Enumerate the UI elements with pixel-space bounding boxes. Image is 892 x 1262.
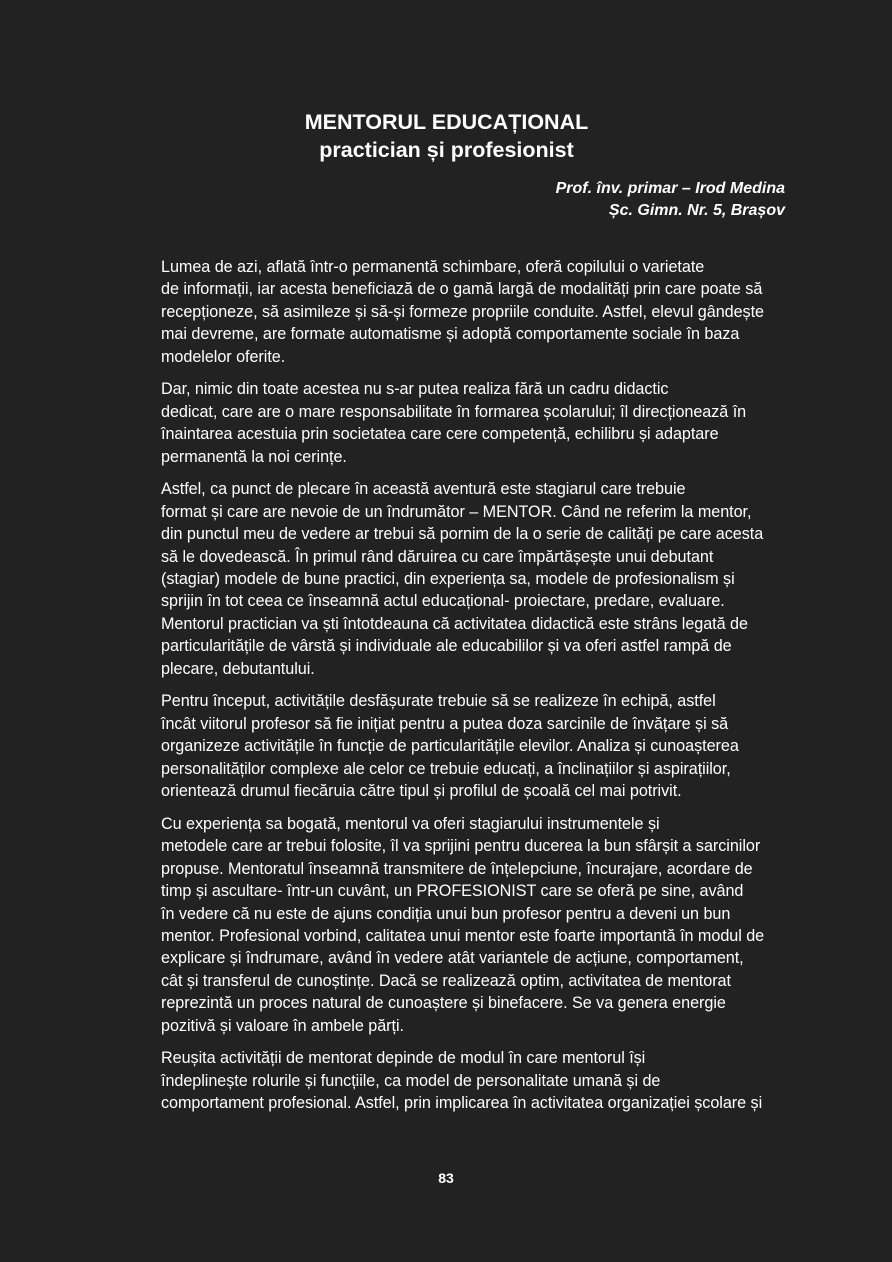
- paragraph-line: orientează drumul fiecăruia către tipul și profilul de școală cel mai potrivit.: [161, 782, 682, 801]
- paragraph-line: permanentă la noi cerințe.: [161, 447, 347, 466]
- paragraph-line: dedicat, care are o mare responsabilitate în formarea școlarului; îl direcționează în: [161, 402, 747, 421]
- paragraph-line: mai devreme, are formate automatisme și adoptă comportamente sociale în baza: [161, 325, 740, 344]
- paragraph-line: particularitățile de vârstă și individuale ale educabililor și va oferi astfel rampă de: [161, 637, 732, 656]
- paragraph-line: din punctul meu de vedere ar trebui să pornim de la o serie de calități pe care acesta: [161, 525, 764, 544]
- paragraph-line: comportament profesional. Astfel, prin implicarea în activitatea organizației școlare și: [161, 1094, 763, 1113]
- paragraph-line: timp și ascultare- într-un cuvânt, un PROFESIONIST care se oferă pe sine, având: [161, 882, 744, 901]
- document-page: [108, 108, 785, 1125]
- paragraph-line: propuse. Mentoratul înseamnă transmitere de înțelepciune, încurajare, acordare de: [161, 859, 753, 878]
- paragraph-line: format și care are nevoie de un îndrumător – MENTOR. Când ne referim la mentor,: [161, 502, 752, 521]
- paragraph-line: de informații, iar acesta beneficiază de o gamă largă de modalități prin care poate să: [161, 280, 763, 299]
- paragraph-line: personalităților complexe ale celor ce trebuie educați, a înclinațiilor și aspirațiilor,: [161, 759, 731, 778]
- title-line-subtitle: practician și profesionist: [319, 138, 574, 162]
- paragraph-line: recepționeze, să asimileze și să-și formeze propriile conduite. Astfel, elevul gândește: [161, 302, 764, 321]
- paragraph-line: cât și transferul de cunoștințe. Dacă se realizează optim, activitatea de mentorat: [161, 971, 731, 990]
- body-paragraph: [108, 256, 785, 368]
- paragraph-line: îndeplinește rolurile și funcțiile, ca model de personalitate umană și de: [161, 1071, 661, 1090]
- paragraph-line: (stagiar) modele de bune practici, din experiența sa, modele de profesionalism și: [161, 570, 735, 589]
- paragraph-line: înaintarea acestuia prin societatea care cere competență, echilibru și adaptare: [161, 425, 719, 444]
- paragraph-line: să le dovedească. În primul rând dăruirea cu care împărtășește unui debutant: [161, 547, 714, 566]
- paragraph-line: Cu experiența sa bogată, mentorul va oferi stagiarului instrumentele și: [161, 814, 660, 833]
- paragraph-line: Lumea de azi, aflată într-o permanentă schimbare, oferă copilului o varietate: [161, 258, 705, 276]
- body-paragraph: [108, 690, 785, 802]
- body-paragraph: [108, 478, 785, 680]
- title-line-main: MENTORUL EDUCAȚIONAL: [304, 110, 589, 134]
- body-paragraph: [108, 378, 785, 468]
- author-name: Prof. înv. primar – Irod Medina: [555, 180, 785, 197]
- paragraph-line: în vedere că nu este de ajuns condiția unui bun profesor pentru a deveni un bun: [161, 904, 731, 923]
- paragraph-line: Astfel, ca punct de plecare în această aventură este stagiarul care trebuie: [161, 480, 686, 499]
- paragraph-line: sprijin în tot ceea ce înseamnă actul educațional- proiectare, predare, evaluare.: [161, 592, 725, 611]
- article-title: [108, 108, 785, 164]
- body-paragraph: [108, 1047, 785, 1114]
- paragraph-line: reprezintă un proces natural de cunoaștere și binefacere. Se va genera energie: [161, 994, 726, 1013]
- paragraph-line: Pentru început, activitățile desfășurate trebuie să se realizeze în echipă, astfel: [161, 692, 716, 711]
- paragraph-line: Dar, nimic din toate acestea nu s-ar putea realiza fără un cadru didactic: [161, 380, 669, 399]
- paragraph-line: mentor. Profesional vorbind, calitatea unui mentor este foarte importantă în modul de: [161, 926, 765, 945]
- article-body: [108, 256, 785, 1115]
- paragraph-line: organizeze activitățile în funcție de particularitățile elevilor. Analiza și cunoașterea: [161, 737, 739, 756]
- paragraph-line: metodele care ar trebui folosite, îl va sprijini pentru ducerea la bun sfârșit a sarcinilor: [161, 837, 761, 856]
- paragraph-line: modelelor oferite.: [161, 347, 286, 366]
- paragraph-line: încât viitorul profesor să fie inițiat pentru a putea doza sarcinile de învățare și să: [161, 714, 729, 733]
- paragraph-line: plecare, debutantului.: [161, 659, 315, 678]
- author-byline: [108, 178, 785, 222]
- paragraph-line: Reușita activității de mentorat depinde de modul în care mentorul își: [161, 1049, 646, 1068]
- page-number: 83: [438, 1170, 454, 1186]
- paragraph-line: pozitivă și valoare în ambele părți.: [161, 1016, 404, 1035]
- paragraph-line: explicare și îndrumare, având în vedere atât variantele de acțiune, comportament,: [161, 949, 744, 968]
- paragraph-line: Mentorul practician va ști întotdeauna că activitatea didactică este strâns legată de: [161, 614, 748, 633]
- author-school: Șc. Gimn. Nr. 5, Brașov: [608, 202, 785, 219]
- body-paragraph: [108, 813, 785, 1037]
